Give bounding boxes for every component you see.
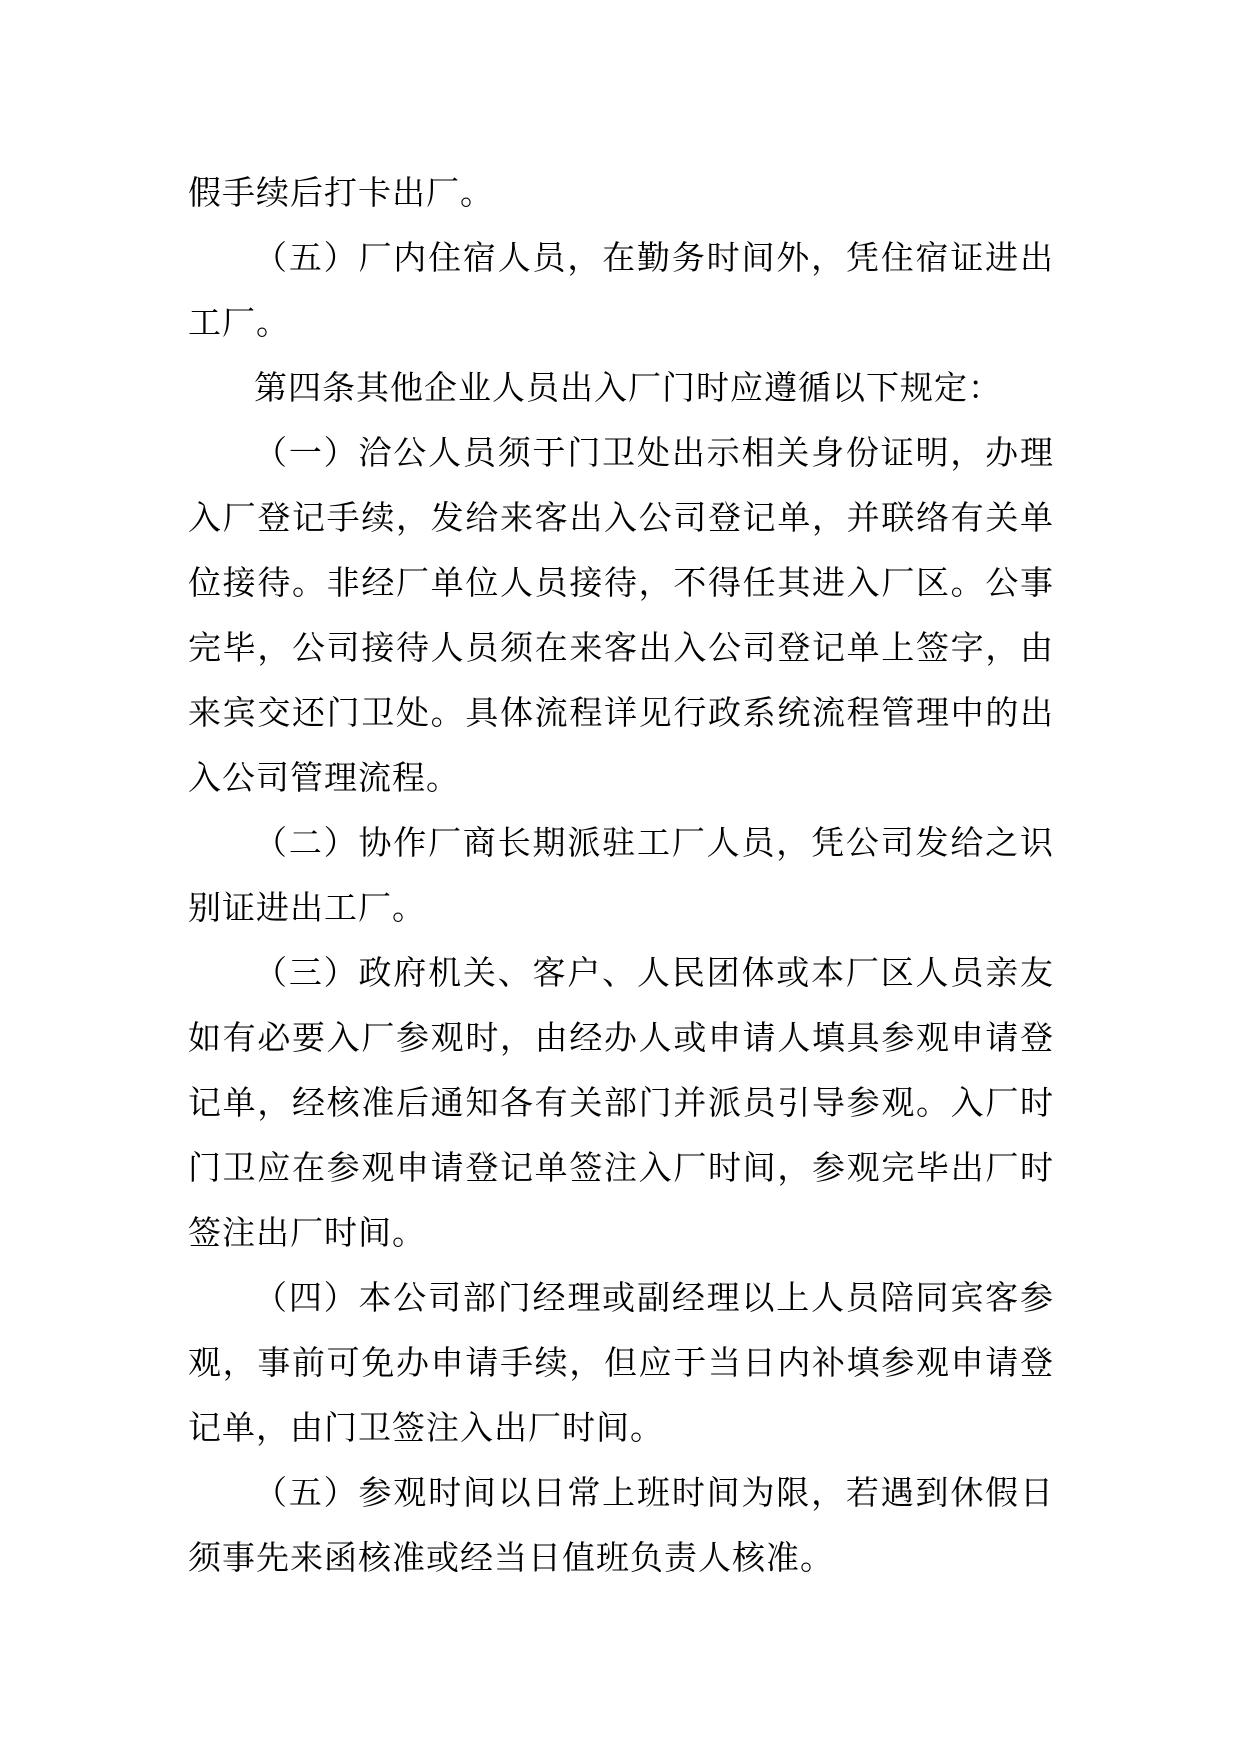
paragraph-item-5-visit-hours: （五）参观时间以日常上班时间为限，若遇到休假日须事先来函核准或经当日值班负责人核准。 — [188, 1473, 1054, 1577]
document-page — [188, 160, 1054, 1590]
paragraph-continuation: 假手续后打卡出厂。 — [188, 173, 494, 212]
paragraph-article-4-heading: 第四条其他企业人员出入厂门时应遵循以下规定： — [254, 368, 1002, 407]
paragraph-item-5-dormitory: （五）厂内住宿人员，在勤务时间外，凭住宿证进出工厂。 — [188, 238, 1054, 342]
paragraph-item-2-contractors: （二）协作厂商长期派驻工厂人员，凭公司发给之识别证进出工厂。 — [188, 823, 1054, 927]
paragraph-item-4-manager-escort: （四）本公司部门经理或副经理以上人员陪同宾客参观，事前可免办申请手续，但应于当日内补填参观申请登记单，由门卫签注入出厂时间。 — [188, 1278, 1054, 1447]
paragraph-item-1-visitors: （一）洽公人员须于门卫处出示相关身份证明，办理入厂登记手续，发给来客出入公司登记单，并联络有关单位接待。非经厂单位人员接待，不得任其进入厂区。公事完毕，公司接待人员须在来客出入公司登记单上签字，由来宾交还门卫处。具体流程详见行政系统流程管理中的出入公司管理流程。 — [188, 433, 1054, 797]
paragraph-item-3-tours: （三）政府机关、客户、人民团体或本厂区人员亲友如有必要入厂参观时，由经办人或申请人填具参观申请登记单，经核准后通知各有关部门并派员引导参观。入厂时门卫应在参观申请登记单签注入厂时间，参观完毕出厂时签注出厂时间。 — [188, 953, 1054, 1252]
